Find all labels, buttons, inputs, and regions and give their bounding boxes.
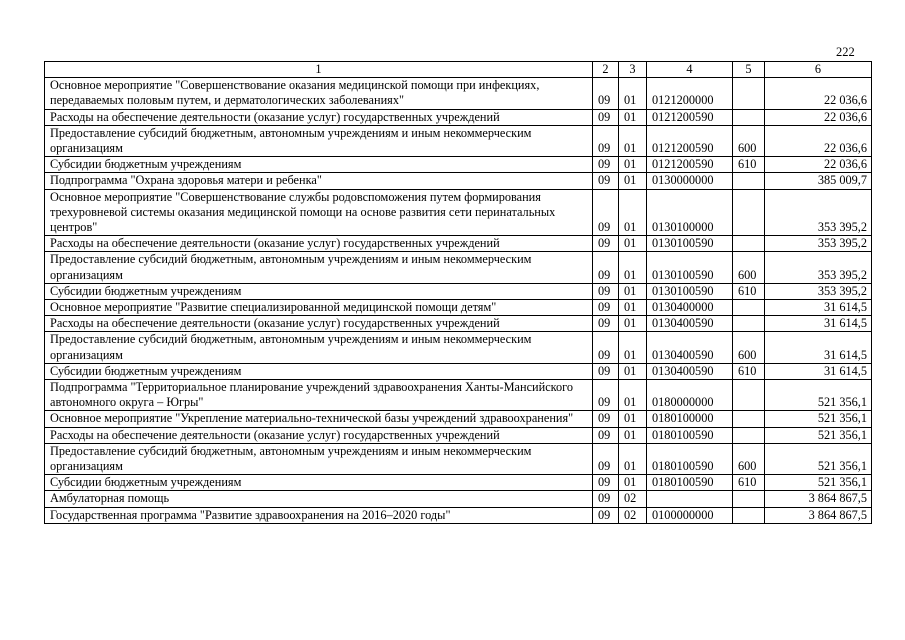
row-col-4: 0100000000 — [647, 507, 733, 523]
row-col-3: 01 — [619, 78, 647, 109]
row-name: Расходы на обеспечение деятельности (оказание услуг) государственных учреждений — [45, 236, 593, 252]
row-col-5 — [733, 507, 765, 523]
table-row — [45, 109, 872, 125]
row-col-5 — [733, 316, 765, 332]
row-col-4: 0121200590 — [647, 157, 733, 173]
row-amount: 31 614,5 — [765, 300, 872, 316]
table-row — [45, 316, 872, 332]
row-col-2: 09 — [593, 125, 619, 156]
table-row — [45, 300, 872, 316]
row-col-3: 01 — [619, 283, 647, 299]
table-row — [45, 507, 872, 523]
row-col-2: 09 — [593, 236, 619, 252]
row-col-3: 01 — [619, 157, 647, 173]
row-name: Предоставление субсидий бюджетным, автономным учреждениям и иным некоммерческим организациям — [45, 125, 593, 156]
header-row — [45, 62, 872, 78]
table-row — [45, 332, 872, 363]
row-col-3: 01 — [619, 236, 647, 252]
row-col-2: 09 — [593, 173, 619, 189]
row-name: Расходы на обеспечение деятельности (оказание услуг) государственных учреждений — [45, 316, 593, 332]
table-row — [45, 427, 872, 443]
row-name: Основное мероприятие "Совершенствование службы родовспоможения путем формирования трехуровневой системы оказания медицинской помощи на основе развития сети перинатальных центров" — [45, 189, 593, 236]
row-amount: 22 036,6 — [765, 109, 872, 125]
row-col-3: 01 — [619, 300, 647, 316]
row-col-2: 09 — [593, 507, 619, 523]
table-body — [45, 78, 872, 524]
row-name: Предоставление субсидий бюджетным, автономным учреждениям и иным некоммерческим организациям — [45, 332, 593, 363]
row-col-3: 01 — [619, 332, 647, 363]
table-row — [45, 236, 872, 252]
row-col-5 — [733, 236, 765, 252]
row-name: Предоставление субсидий бюджетным, автономным учреждениям и иным некоммерческим организациям — [45, 252, 593, 283]
row-col-4: 0130400590 — [647, 316, 733, 332]
row-amount: 353 395,2 — [765, 189, 872, 236]
page-number: 222 — [836, 45, 855, 59]
row-amount: 22 036,6 — [765, 78, 872, 109]
row-col-2: 09 — [593, 78, 619, 109]
row-col-4: 0180100590 — [647, 443, 733, 474]
row-name: Основное мероприятие "Совершенствование оказания медицинской помощи при инфекциях, передаваемых половым путем, и дерматологических заболеваниях" — [45, 78, 593, 109]
row-name: Субсидии бюджетным учреждениям — [45, 157, 593, 173]
row-col-4: 0180100590 — [647, 475, 733, 491]
row-amount: 22 036,6 — [765, 125, 872, 156]
row-col-2: 09 — [593, 411, 619, 427]
row-col-4: 0121200000 — [647, 78, 733, 109]
row-name: Субсидии бюджетным учреждениям — [45, 283, 593, 299]
row-amount: 385 009,7 — [765, 173, 872, 189]
row-col-2: 09 — [593, 332, 619, 363]
row-col-5: 600 — [733, 252, 765, 283]
table-row — [45, 78, 872, 109]
table-row — [45, 252, 872, 283]
row-amount: 521 356,1 — [765, 475, 872, 491]
table-row — [45, 189, 872, 236]
row-col-4: 0130000000 — [647, 173, 733, 189]
row-name: Субсидии бюджетным учреждениям — [45, 475, 593, 491]
row-col-5 — [733, 427, 765, 443]
budget-table — [44, 61, 872, 524]
row-col-5: 610 — [733, 475, 765, 491]
table-row — [45, 411, 872, 427]
row-col-5 — [733, 380, 765, 411]
table-row — [45, 283, 872, 299]
header-col-1: 1 — [45, 62, 593, 78]
row-col-3: 01 — [619, 411, 647, 427]
table-row — [45, 363, 872, 379]
row-col-2: 09 — [593, 475, 619, 491]
table-row — [45, 443, 872, 474]
table-row — [45, 380, 872, 411]
header-col-4: 4 — [647, 62, 733, 78]
row-col-3: 01 — [619, 475, 647, 491]
row-col-3: 01 — [619, 125, 647, 156]
row-col-3: 01 — [619, 427, 647, 443]
row-col-5 — [733, 109, 765, 125]
row-amount: 3 864 867,5 — [765, 491, 872, 507]
row-amount: 353 395,2 — [765, 283, 872, 299]
row-col-5 — [733, 78, 765, 109]
row-amount: 22 036,6 — [765, 157, 872, 173]
row-name: Предоставление субсидий бюджетным, автономным учреждениям и иным некоммерческим организациям — [45, 443, 593, 474]
row-col-4: 0180000000 — [647, 380, 733, 411]
row-col-2: 09 — [593, 316, 619, 332]
row-name: Основное мероприятие "Укрепление материально-технической базы учреждений здравоохранения" — [45, 411, 593, 427]
row-col-2: 09 — [593, 109, 619, 125]
row-amount: 31 614,5 — [765, 332, 872, 363]
row-name: Подпрограмма "Территориальное планирование учреждений здравоохранения Ханты-Мансийского автономного округа – Югры" — [45, 380, 593, 411]
row-col-5: 610 — [733, 283, 765, 299]
row-amount: 353 395,2 — [765, 236, 872, 252]
row-col-3: 01 — [619, 252, 647, 283]
row-col-2: 09 — [593, 157, 619, 173]
row-col-4: 0121200590 — [647, 109, 733, 125]
row-col-4: 0130400000 — [647, 300, 733, 316]
row-col-5: 610 — [733, 363, 765, 379]
row-col-2: 09 — [593, 491, 619, 507]
row-name: Основное мероприятие "Развитие специализированной медицинской помощи детям" — [45, 300, 593, 316]
row-col-2: 09 — [593, 189, 619, 236]
table-row — [45, 491, 872, 507]
row-col-5: 600 — [733, 332, 765, 363]
row-col-3: 01 — [619, 380, 647, 411]
row-col-4: 0130100590 — [647, 283, 733, 299]
row-col-2: 09 — [593, 300, 619, 316]
row-amount: 521 356,1 — [765, 411, 872, 427]
row-col-4: 0180100590 — [647, 427, 733, 443]
row-amount: 521 356,1 — [765, 380, 872, 411]
row-amount: 31 614,5 — [765, 316, 872, 332]
table-row — [45, 475, 872, 491]
row-name: Расходы на обеспечение деятельности (оказание услуг) государственных учреждений — [45, 427, 593, 443]
row-amount: 31 614,5 — [765, 363, 872, 379]
row-col-4: 0130100000 — [647, 189, 733, 236]
row-amount: 353 395,2 — [765, 252, 872, 283]
row-col-3: 01 — [619, 316, 647, 332]
row-name: Подпрограмма "Охрана здоровья матери и ребенка" — [45, 173, 593, 189]
row-col-4: 0130400590 — [647, 363, 733, 379]
row-col-5 — [733, 189, 765, 236]
row-col-4: 0180100000 — [647, 411, 733, 427]
row-col-5 — [733, 300, 765, 316]
row-col-5 — [733, 411, 765, 427]
row-col-3: 01 — [619, 189, 647, 236]
row-name: Государственная программа "Развитие здравоохранения на 2016–2020 годы" — [45, 507, 593, 523]
row-col-2: 09 — [593, 380, 619, 411]
table-row — [45, 157, 872, 173]
row-col-4: 0130400590 — [647, 332, 733, 363]
row-col-3: 02 — [619, 491, 647, 507]
row-amount: 521 356,1 — [765, 427, 872, 443]
row-col-2: 09 — [593, 252, 619, 283]
row-amount: 3 864 867,5 — [765, 507, 872, 523]
row-name: Амбулаторная помощь — [45, 491, 593, 507]
row-col-4: 0121200590 — [647, 125, 733, 156]
row-col-4: 0130100590 — [647, 236, 733, 252]
row-col-4 — [647, 491, 733, 507]
row-amount: 521 356,1 — [765, 443, 872, 474]
row-col-5: 610 — [733, 157, 765, 173]
table-row — [45, 125, 872, 156]
table-row — [45, 173, 872, 189]
row-col-3: 01 — [619, 363, 647, 379]
row-col-2: 09 — [593, 427, 619, 443]
row-col-5 — [733, 173, 765, 189]
row-col-3: 01 — [619, 109, 647, 125]
row-col-3: 01 — [619, 443, 647, 474]
header-col-3: 3 — [619, 62, 647, 78]
header-col-6: 6 — [765, 62, 872, 78]
header-col-2: 2 — [593, 62, 619, 78]
row-col-2: 09 — [593, 363, 619, 379]
row-col-2: 09 — [593, 443, 619, 474]
row-col-5: 600 — [733, 443, 765, 474]
row-name: Субсидии бюджетным учреждениям — [45, 363, 593, 379]
row-col-5: 600 — [733, 125, 765, 156]
row-col-5 — [733, 491, 765, 507]
row-col-4: 0130100590 — [647, 252, 733, 283]
row-col-3: 01 — [619, 173, 647, 189]
row-name: Расходы на обеспечение деятельности (оказание услуг) государственных учреждений — [45, 109, 593, 125]
row-col-2: 09 — [593, 283, 619, 299]
row-col-3: 02 — [619, 507, 647, 523]
header-col-5: 5 — [733, 62, 765, 78]
